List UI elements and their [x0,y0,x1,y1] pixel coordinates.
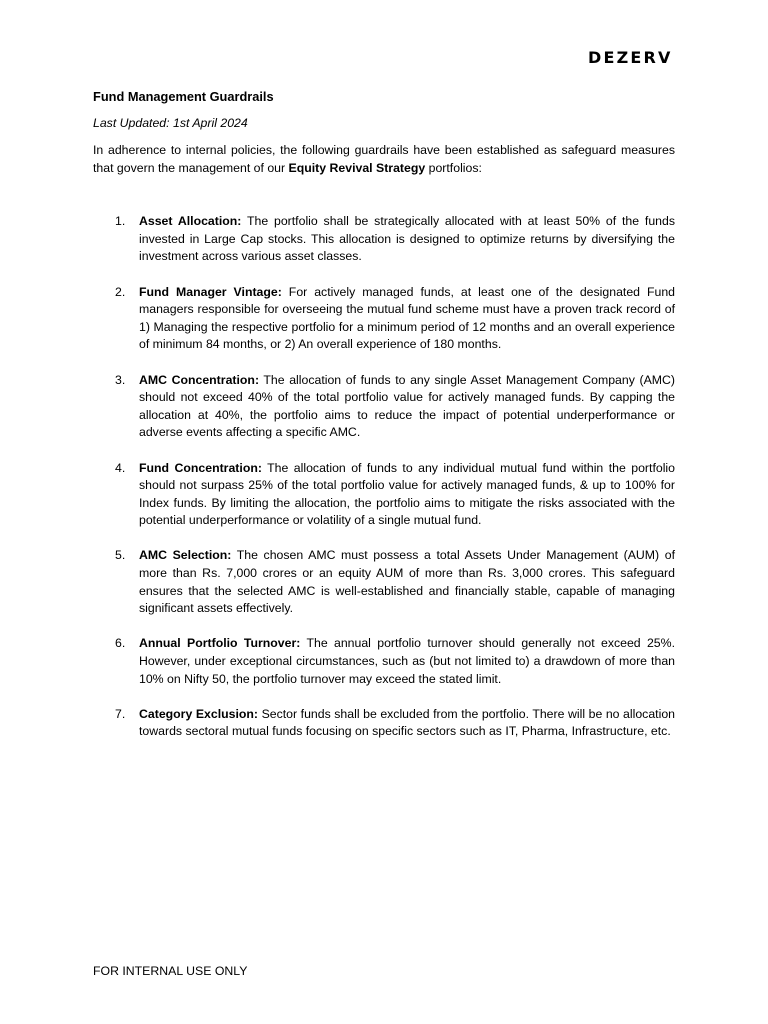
item-number: 1. [115,214,126,229]
list-item [93,460,675,530]
item-number: 5. [115,548,126,563]
intro-paragraph [93,142,675,177]
item-term: Annual Portfolio Turnover: [139,636,301,651]
footer-classification: FOR INTERNAL USE ONLY [93,964,248,978]
item-term: Category Exclusion: [139,706,259,721]
intro-text-end: portfolios: [425,160,482,175]
list-item [93,635,675,688]
item-number: 4. [115,460,126,475]
brand-logo: DEZERV [588,48,673,67]
list-item [93,372,675,442]
item-text: For actively managed funds, at least one of the designated Fund managers responsible for overseeing the mutual fund scheme must have a proven track record of 1) Managing the respective portfolio for a minimum period of 12 months and an overall experience of minimum 84 months, or 2) An overall experience of 180 months. [139,284,675,352]
item-number: 2. [115,284,126,299]
list-item [93,284,675,354]
strategy-name: Equity Revival Strategy [288,160,426,175]
item-term: Asset Allocation: [139,214,242,229]
item-term: AMC Concentration: [139,372,260,387]
item-number: 6. [115,636,126,651]
list-item [93,706,675,741]
last-updated: Last Updated: 1st April 2024 [93,116,248,130]
item-number: 3. [115,372,126,387]
list-item [93,213,675,266]
item-text: The portfolio shall be strategically allocated with at least 50% of the funds invested in Large Cap stocks. This allocation is designed to optimize returns by diversifying the investment across various asset classes. [139,214,676,264]
list-item [93,547,675,617]
item-text: Sector funds shall be excluded from the portfolio. There will be no allocation towards sectoral mutual funds focusing on specific sectors such as IT, Pharma, Infrastructure, etc. [139,706,675,739]
item-text: The allocation of funds to any single Asset Management Company (AMC) should not exceed 40% of the total portfolio value for actively managed funds. By capping the allocation at 40%, the portfolio aims to reduce the impact of potential underperformance or adverse events affecting a specific AMC. [139,372,675,440]
item-text: The annual portfolio turnover should generally not exceed 25%. However, under exceptional circumstances, such as (but not limited to) a drawdown of more than 10% on Nifty 50, the portfolio turnover may exceed the stated limit. [139,636,675,686]
document-body [93,88,675,759]
guardrails-list [93,213,675,741]
item-term: Fund Manager Vintage: [139,284,282,299]
item-text: The allocation of funds to any individual mutual fund within the portfolio should not surpass 25% of the total portfolio value for actively managed funds, & up to 100% for Index funds. By limiting the allocation, the portfolio aims to mitigate the risks associated with the potential underperformance or volatility of a single mutual fund. [139,460,676,528]
document-title: Fund Management Guardrails [93,89,274,104]
item-term: Fund Concentration: [139,460,262,475]
item-text: The chosen AMC must possess a total Assets Under Management (AUM) of more than Rs. 7,000 crores or an equity AUM of more than Rs. 3,000 crores. This safeguard ensures that the selected AMC is well-established and financially stable, capable of managing significant assets effectively. [139,548,675,616]
intro-text-start: In adherence to internal policies, the following guardrails have been established as safeguard measures that govern the management of our [93,143,675,175]
item-number: 7. [115,706,126,721]
item-term: AMC Selection: [139,548,232,563]
